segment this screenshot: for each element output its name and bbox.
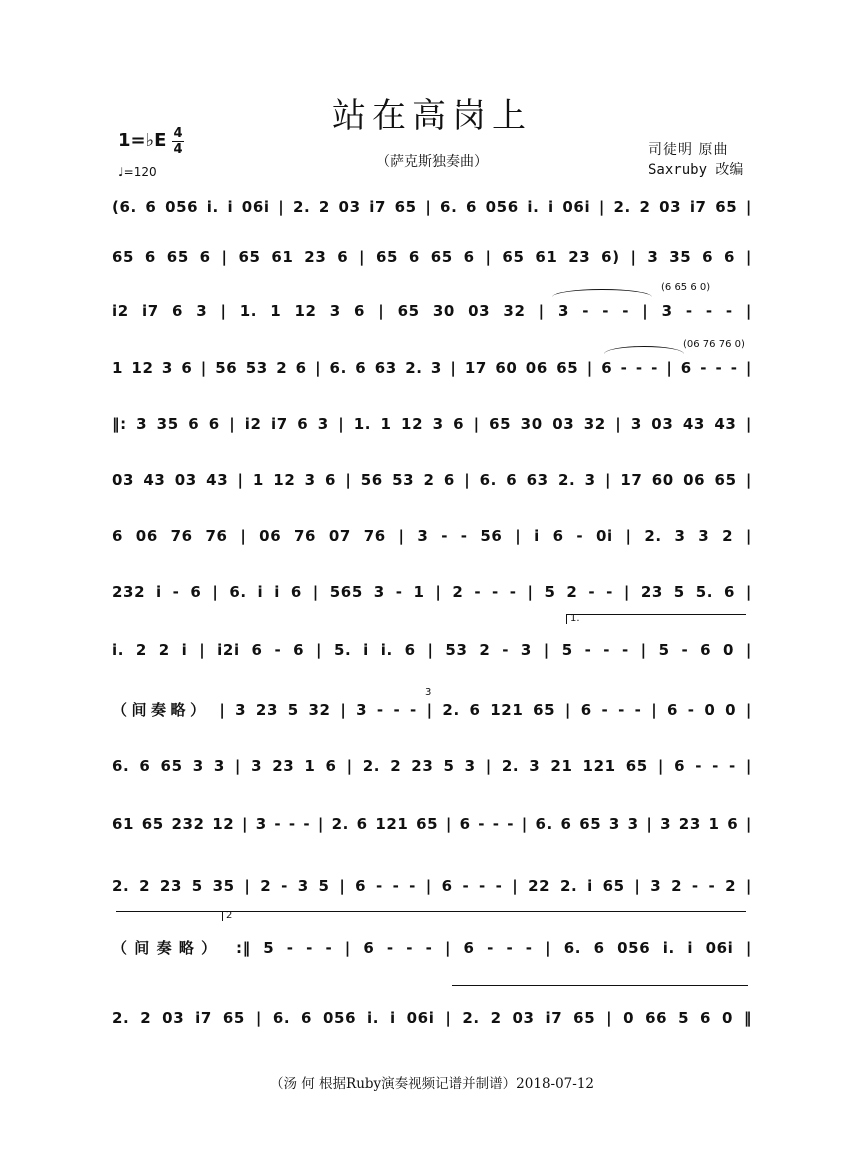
score-line-4 — [112, 339, 752, 382]
notation-text: (6. 6 056 i. i 06i | 2. 2 03 i7 65 | 6. 6 056 i. i 06i | 2. 2 03 i7 65 | — [112, 198, 752, 216]
notation-text: 65 6 65 6 | 65 61 23 6 | 65 6 65 6 | 65 61 23 6) | 3 35 6 6 | — [112, 248, 752, 266]
score-line-13 — [112, 872, 752, 900]
transcription-credit: （汤 何 根据Ruby演奏视频记谱并制谱）2018-07-12 — [269, 1076, 595, 1092]
alt-passage-bracket: (06 76 76 0) — [683, 339, 745, 350]
notation-text: ‖: 3 35 6 6 | i2 i7 6 3 | 1. 1 12 3 6 | 65 30 03 32 | 3 03 43 43 | — [112, 415, 752, 433]
key-signature: 1=♭E — [118, 130, 167, 151]
score-line-7 — [112, 522, 752, 550]
notation-text: 61 65 232 12 | 3 - - - | 2. 6 121 65 | 6 - - - | 6. 6 65 3 3 | 3 23 1 6 | — [112, 815, 752, 833]
score-line-14 — [112, 934, 752, 962]
subtitle: （萨克斯独奏曲） — [376, 154, 488, 170]
score-line-9 — [112, 636, 752, 664]
notation-text: （间奏略） :‖ 5 - - - | 6 - - - | 6 - - - | 6. 6 056 i. i 06i | — [112, 939, 752, 957]
composer-credit: 司徒明 原曲 — [648, 142, 729, 158]
arranger-credit: Saxruby 改编 — [648, 162, 744, 178]
volta-1: 1. — [566, 614, 610, 624]
notation-text: i. 2 2 i | i2i 6 - 6 | 5. i i. 6 | 53 2 - 3 | 5 - - - | 5 - 6 0 | — [112, 641, 752, 659]
notation-text: 6 06 76 76 | 06 76 07 76 | 3 - - 56 | i 6 - 0i | 2. 3 3 2 | — [112, 527, 752, 545]
notation-text: 232 i - 6 | 6. i i 6 | 565 3 - 1 | 2 - - - | 5 2 - - | 23 5 5. 6 | — [112, 583, 752, 601]
score-line-2 — [112, 243, 752, 271]
notation-text: 1 12 3 6 | 56 53 2 6 | 6. 6 63 2. 3 | 17 60 06 65 | 6 - - - | 6 - - - | — [112, 359, 752, 377]
notation-text: 6. 6 65 3 3 | 3 23 1 6 | 2. 2 23 5 3 | 2. 3 21 121 65 | 6 - - - | — [112, 757, 752, 775]
triplet-mark: 3 — [425, 687, 432, 698]
meter-bottom: 4 — [173, 142, 183, 157]
meter-top: 4 — [173, 126, 183, 141]
alt-passage-bracket: (6 65 6 0) — [661, 282, 711, 293]
tie-arc — [604, 346, 684, 354]
score-line-1 — [112, 193, 752, 221]
score-line-12 — [112, 810, 752, 838]
score-line-11 — [112, 752, 752, 780]
score-line-5 — [112, 410, 752, 438]
tempo-mark: ♩=120 — [118, 165, 157, 179]
volta-2: 2 — [222, 911, 246, 921]
notation-text: （间奏略） | 3 23 5 32 | 3 - - - | 2. 6 121 65 | 6 - - - | 6 - 0 0 | — [112, 701, 752, 719]
score-line-15 — [112, 1004, 752, 1032]
page-title: 站在高岗上 — [332, 96, 532, 136]
notation-text: 2. 2 03 i7 65 | 6. 6 056 i. i 06i | 2. 2 03 i7 65 | 0 66 5 6 0 ‖ — [112, 1009, 752, 1027]
notation-text: i2 i7 6 3 | 1. 1 12 3 6 | 65 30 03 32 | 3 - - - | 3 - - - | — [112, 302, 752, 320]
section-rule — [116, 911, 746, 912]
notation-text: 2. 2 23 5 35 | 2 - 3 5 | 6 - - - | 6 - - - | 22 2. i 65 | 3 2 - - 2 | — [112, 877, 752, 895]
score-line-3 — [112, 282, 752, 325]
score-line-10 — [112, 687, 752, 724]
tie-arc — [552, 289, 652, 297]
score-line-8 — [112, 578, 752, 606]
score-line-6 — [112, 466, 752, 494]
section-rule — [452, 985, 748, 986]
notation-text: 03 43 03 43 | 1 12 3 6 | 56 53 2 6 | 6. 6 63 2. 3 | 17 60 06 65 | — [112, 471, 752, 489]
